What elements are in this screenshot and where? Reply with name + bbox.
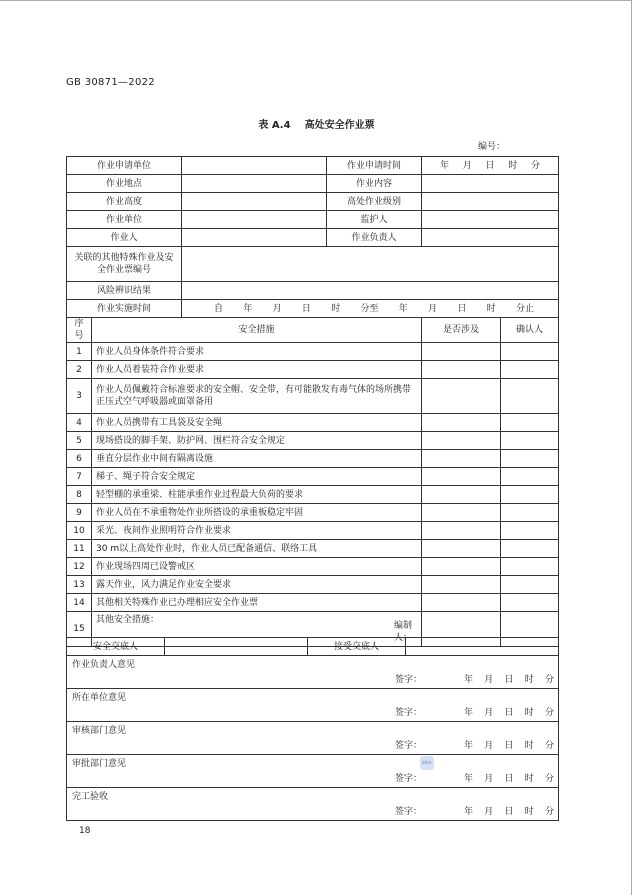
measure-text: 作业人员着装符合作业要求 <box>92 361 422 379</box>
row-number: 7 <box>67 468 92 486</box>
level-label: 高处作业级别 <box>327 193 422 211</box>
measure-text: 作业人员身体条件符合要求 <box>92 343 422 361</box>
measure-row <box>67 486 559 504</box>
measure-text: 作业现场四周已设警戒区 <box>92 558 422 576</box>
safety-receiver-field[interactable] <box>406 638 559 656</box>
serial-number-label: 编号： <box>478 142 506 152</box>
opinion-row <box>67 656 559 689</box>
row-number: 14 <box>67 594 92 612</box>
measure-text: 其他相关特殊作业已办理相应安全作业票 <box>92 594 422 612</box>
worker-label: 作业人 <box>67 229 182 247</box>
minute-label: 分 <box>530 160 540 171</box>
info-row <box>67 300 559 318</box>
related-ticket-label: 关联的其他特殊作业及安全作业票编号 <box>67 247 182 282</box>
row-number: 3 <box>67 379 92 414</box>
row-number: 12 <box>67 558 92 576</box>
month-label: 月 <box>462 160 472 171</box>
opinion-row <box>67 788 559 821</box>
row-number: 13 <box>67 576 92 594</box>
measure-row <box>67 576 559 594</box>
guardian-field[interactable] <box>422 211 559 229</box>
opinion-title: 审核部门意见 <box>72 726 127 736</box>
info-row <box>67 229 559 247</box>
date-part-label: 分 <box>544 741 554 751</box>
date-part-label: 分 <box>544 807 554 817</box>
measure-text: 梯子、绳子符合安全规定 <box>92 468 422 486</box>
measure-row <box>67 468 559 486</box>
leader-label: 作业负责人 <box>327 229 422 247</box>
measure-row <box>67 450 559 468</box>
confirm-cell[interactable] <box>501 558 559 576</box>
date-part-label: 年 <box>464 807 474 817</box>
date-part-label: 时 <box>524 708 534 718</box>
opinion-title: 所在单位意见 <box>72 693 127 703</box>
row-number: 10 <box>67 522 92 540</box>
impl-time-label: 作业实施时间 <box>67 300 182 318</box>
location-label: 作业地点 <box>67 175 182 193</box>
date-parts <box>464 806 554 818</box>
handover-table <box>66 637 559 821</box>
measure-text: 垂直分层作业中间有隔离设施 <box>92 450 422 468</box>
involved-cell[interactable] <box>422 414 501 432</box>
confirm-cell[interactable] <box>501 594 559 612</box>
month-label: 月 <box>272 303 282 314</box>
related-ticket-field[interactable] <box>182 247 559 282</box>
worker-field[interactable] <box>182 229 327 247</box>
date-parts <box>464 707 554 719</box>
measure-row <box>67 504 559 522</box>
date-part-label: 时 <box>524 807 534 817</box>
guardian-label: 监护人 <box>327 211 422 229</box>
involved-cell[interactable] <box>422 343 501 361</box>
confirm-cell[interactable] <box>501 414 559 432</box>
info-row <box>67 193 559 211</box>
row-number: 11 <box>67 540 92 558</box>
confirm-cell[interactable] <box>501 522 559 540</box>
apply-time-field[interactable] <box>422 157 559 175</box>
involved-cell[interactable] <box>422 594 501 612</box>
date-part-label: 日 <box>504 675 514 685</box>
date-part-label: 时 <box>524 741 534 751</box>
watermark-stamp: sinc <box>420 756 434 770</box>
content-label: 作业内容 <box>327 175 422 193</box>
measure-row <box>67 432 559 450</box>
height-label: 作业高度 <box>67 193 182 211</box>
date-part-label: 月 <box>484 741 494 751</box>
date-part-label: 年 <box>464 741 474 751</box>
opinion-row <box>67 689 559 722</box>
date-part-label: 分 <box>544 774 554 784</box>
apply-time-label: 作业申请时间 <box>327 157 422 175</box>
confirm-cell[interactable] <box>501 379 559 414</box>
date-part-label: 年 <box>464 675 474 685</box>
day-label: 日 <box>301 303 311 314</box>
date-parts <box>464 674 554 686</box>
row-number: 1 <box>67 343 92 361</box>
hour-label: 时 <box>508 160 518 171</box>
safety-giver-label: 安全交底人 <box>67 638 165 656</box>
safety-giver-field[interactable] <box>165 638 308 656</box>
measure-text: 露天作业，风力满足作业安全要求 <box>92 576 422 594</box>
confirm-cell[interactable] <box>501 361 559 379</box>
measure-row <box>67 558 559 576</box>
measure-text: 作业人员佩戴符合标准要求的安全帽、安全带，有可能散发有毒气体的场所携带正压式空气呼吸器或面罩备用 <box>92 379 422 414</box>
minute-to-label: 分至 <box>360 303 379 314</box>
from-label: 自 <box>214 303 224 314</box>
info-row <box>67 211 559 229</box>
apply-unit-label: 作业申请单位 <box>67 157 182 175</box>
opinion-field[interactable] <box>67 788 559 821</box>
confirm-cell[interactable] <box>501 486 559 504</box>
opinion-row <box>67 755 559 788</box>
opinions-list <box>67 656 559 821</box>
involved-cell[interactable] <box>422 576 501 594</box>
measure-text: 30 m以上高处作业时，作业人员已配备通信、联络工具 <box>92 540 422 558</box>
seq-header: 序号 <box>67 318 92 343</box>
signature-label: 签字： <box>395 807 423 817</box>
confirm-cell[interactable] <box>501 504 559 522</box>
date-part-label: 分 <box>544 675 554 685</box>
confirm-cell[interactable] <box>501 343 559 361</box>
signature-label: 签字： <box>395 708 423 718</box>
minute-end-label: 分止 <box>515 303 534 314</box>
day-label: 日 <box>485 160 495 171</box>
year-label: 年 <box>440 160 450 171</box>
measures-list <box>67 343 559 612</box>
standard-code: GB 30871—2022 <box>66 77 155 88</box>
row-number: 8 <box>67 486 92 504</box>
signature-label: 签字： <box>395 675 423 685</box>
confirm-header: 确认人 <box>501 318 559 343</box>
compiler-label: 编制人： <box>394 621 413 643</box>
signature-label: 签字： <box>395 774 423 784</box>
month-label: 月 <box>428 303 438 314</box>
work-unit-field[interactable] <box>182 211 327 229</box>
day-label: 日 <box>457 303 467 314</box>
info-row <box>67 247 559 282</box>
row-number: 4 <box>67 414 92 432</box>
date-parts <box>464 740 554 752</box>
confirm-cell[interactable] <box>501 540 559 558</box>
confirm-cell[interactable] <box>501 468 559 486</box>
height-field[interactable] <box>182 193 327 211</box>
leader-field[interactable] <box>422 229 559 247</box>
info-row <box>67 157 559 175</box>
opinion-field[interactable] <box>67 755 559 788</box>
confirm-cell[interactable] <box>501 576 559 594</box>
date-part-label: 日 <box>504 807 514 817</box>
involved-cell[interactable] <box>422 468 501 486</box>
opinion-field[interactable] <box>67 656 559 689</box>
date-part-label: 时 <box>524 774 534 784</box>
date-part-label: 日 <box>504 774 514 784</box>
measures-header-row <box>67 318 559 343</box>
measure-text: 采光、夜间作业照明符合作业要求 <box>92 522 422 540</box>
opinion-title: 完工验收 <box>72 792 109 802</box>
work-unit-label: 作业单位 <box>67 211 182 229</box>
row-number: 15 <box>67 612 92 647</box>
confirm-cell[interactable] <box>501 432 559 450</box>
date-part-label: 月 <box>484 774 494 784</box>
measure-row <box>67 594 559 612</box>
handover-row <box>67 638 559 656</box>
date-part-label: 年 <box>464 774 474 784</box>
measure-text: 现场搭设的脚手架、防护网、围栏符合安全规定 <box>92 432 422 450</box>
involved-cell[interactable] <box>422 432 501 450</box>
impl-time-field[interactable] <box>182 300 559 318</box>
measure-text: 作业人员携带有工具袋及安全绳 <box>92 414 422 432</box>
other-measures-label: 其他安全措施： <box>96 615 160 625</box>
date-parts <box>464 773 554 785</box>
year-label: 年 <box>243 303 253 314</box>
signature-label: 签字： <box>395 741 423 751</box>
level-field[interactable] <box>422 193 559 211</box>
table-title: 高处安全作业票 <box>304 120 375 131</box>
opinion-title: 审批部门意见 <box>72 759 127 769</box>
row-number: 6 <box>67 450 92 468</box>
involved-cell[interactable] <box>422 558 501 576</box>
involved-cell[interactable] <box>422 486 501 504</box>
info-row <box>67 282 559 300</box>
location-field[interactable] <box>182 175 327 193</box>
involved-cell[interactable] <box>422 379 501 414</box>
page-title <box>0 116 633 131</box>
safety-receiver-label: 接受交底人 <box>308 638 406 656</box>
involved-header: 是否涉及 <box>422 318 501 343</box>
measure-row <box>67 414 559 432</box>
date-part-label: 月 <box>484 675 494 685</box>
hour-label: 时 <box>486 303 496 314</box>
date-part-label: 时 <box>524 675 534 685</box>
date-part-label: 年 <box>464 708 474 718</box>
date-part-label: 日 <box>504 708 514 718</box>
measure-text: 作业人员在不承重物处作业所搭设的承重板稳定牢固 <box>92 504 422 522</box>
year-label: 年 <box>398 303 408 314</box>
hour-label: 时 <box>331 303 341 314</box>
risk-label: 风险辨识结果 <box>67 282 182 300</box>
date-part-label: 日 <box>504 741 514 751</box>
info-row <box>67 175 559 193</box>
date-part-label: 月 <box>484 708 494 718</box>
opinion-row <box>67 722 559 755</box>
date-part-label: 分 <box>544 708 554 718</box>
confirm-cell[interactable] <box>501 450 559 468</box>
involved-cell[interactable] <box>422 450 501 468</box>
measure-row <box>67 540 559 558</box>
involved-cell[interactable] <box>422 522 501 540</box>
row-number: 9 <box>67 504 92 522</box>
opinion-title: 作业负责人意见 <box>72 660 136 670</box>
risk-field[interactable] <box>182 282 559 300</box>
date-part-label: 月 <box>484 807 494 817</box>
measure-row <box>67 361 559 379</box>
measure-header: 安全措施 <box>92 318 422 343</box>
measure-row <box>67 379 559 414</box>
involved-cell[interactable] <box>422 540 501 558</box>
opinion-field[interactable] <box>67 689 559 722</box>
content-field[interactable] <box>422 175 559 193</box>
table-number: 表 A.4 <box>258 120 291 131</box>
apply-unit-field[interactable] <box>182 157 327 175</box>
page-number: 18 <box>79 826 91 836</box>
measure-text: 轻型棚的承重梁、柱能承重作业过程最大负荷的要求 <box>92 486 422 504</box>
involved-cell[interactable] <box>422 504 501 522</box>
row-number: 5 <box>67 432 92 450</box>
row-number: 2 <box>67 361 92 379</box>
involved-cell[interactable] <box>422 361 501 379</box>
work-ticket-table <box>66 156 559 647</box>
opinion-field[interactable] <box>67 722 559 755</box>
measure-row <box>67 522 559 540</box>
measure-row <box>67 343 559 361</box>
